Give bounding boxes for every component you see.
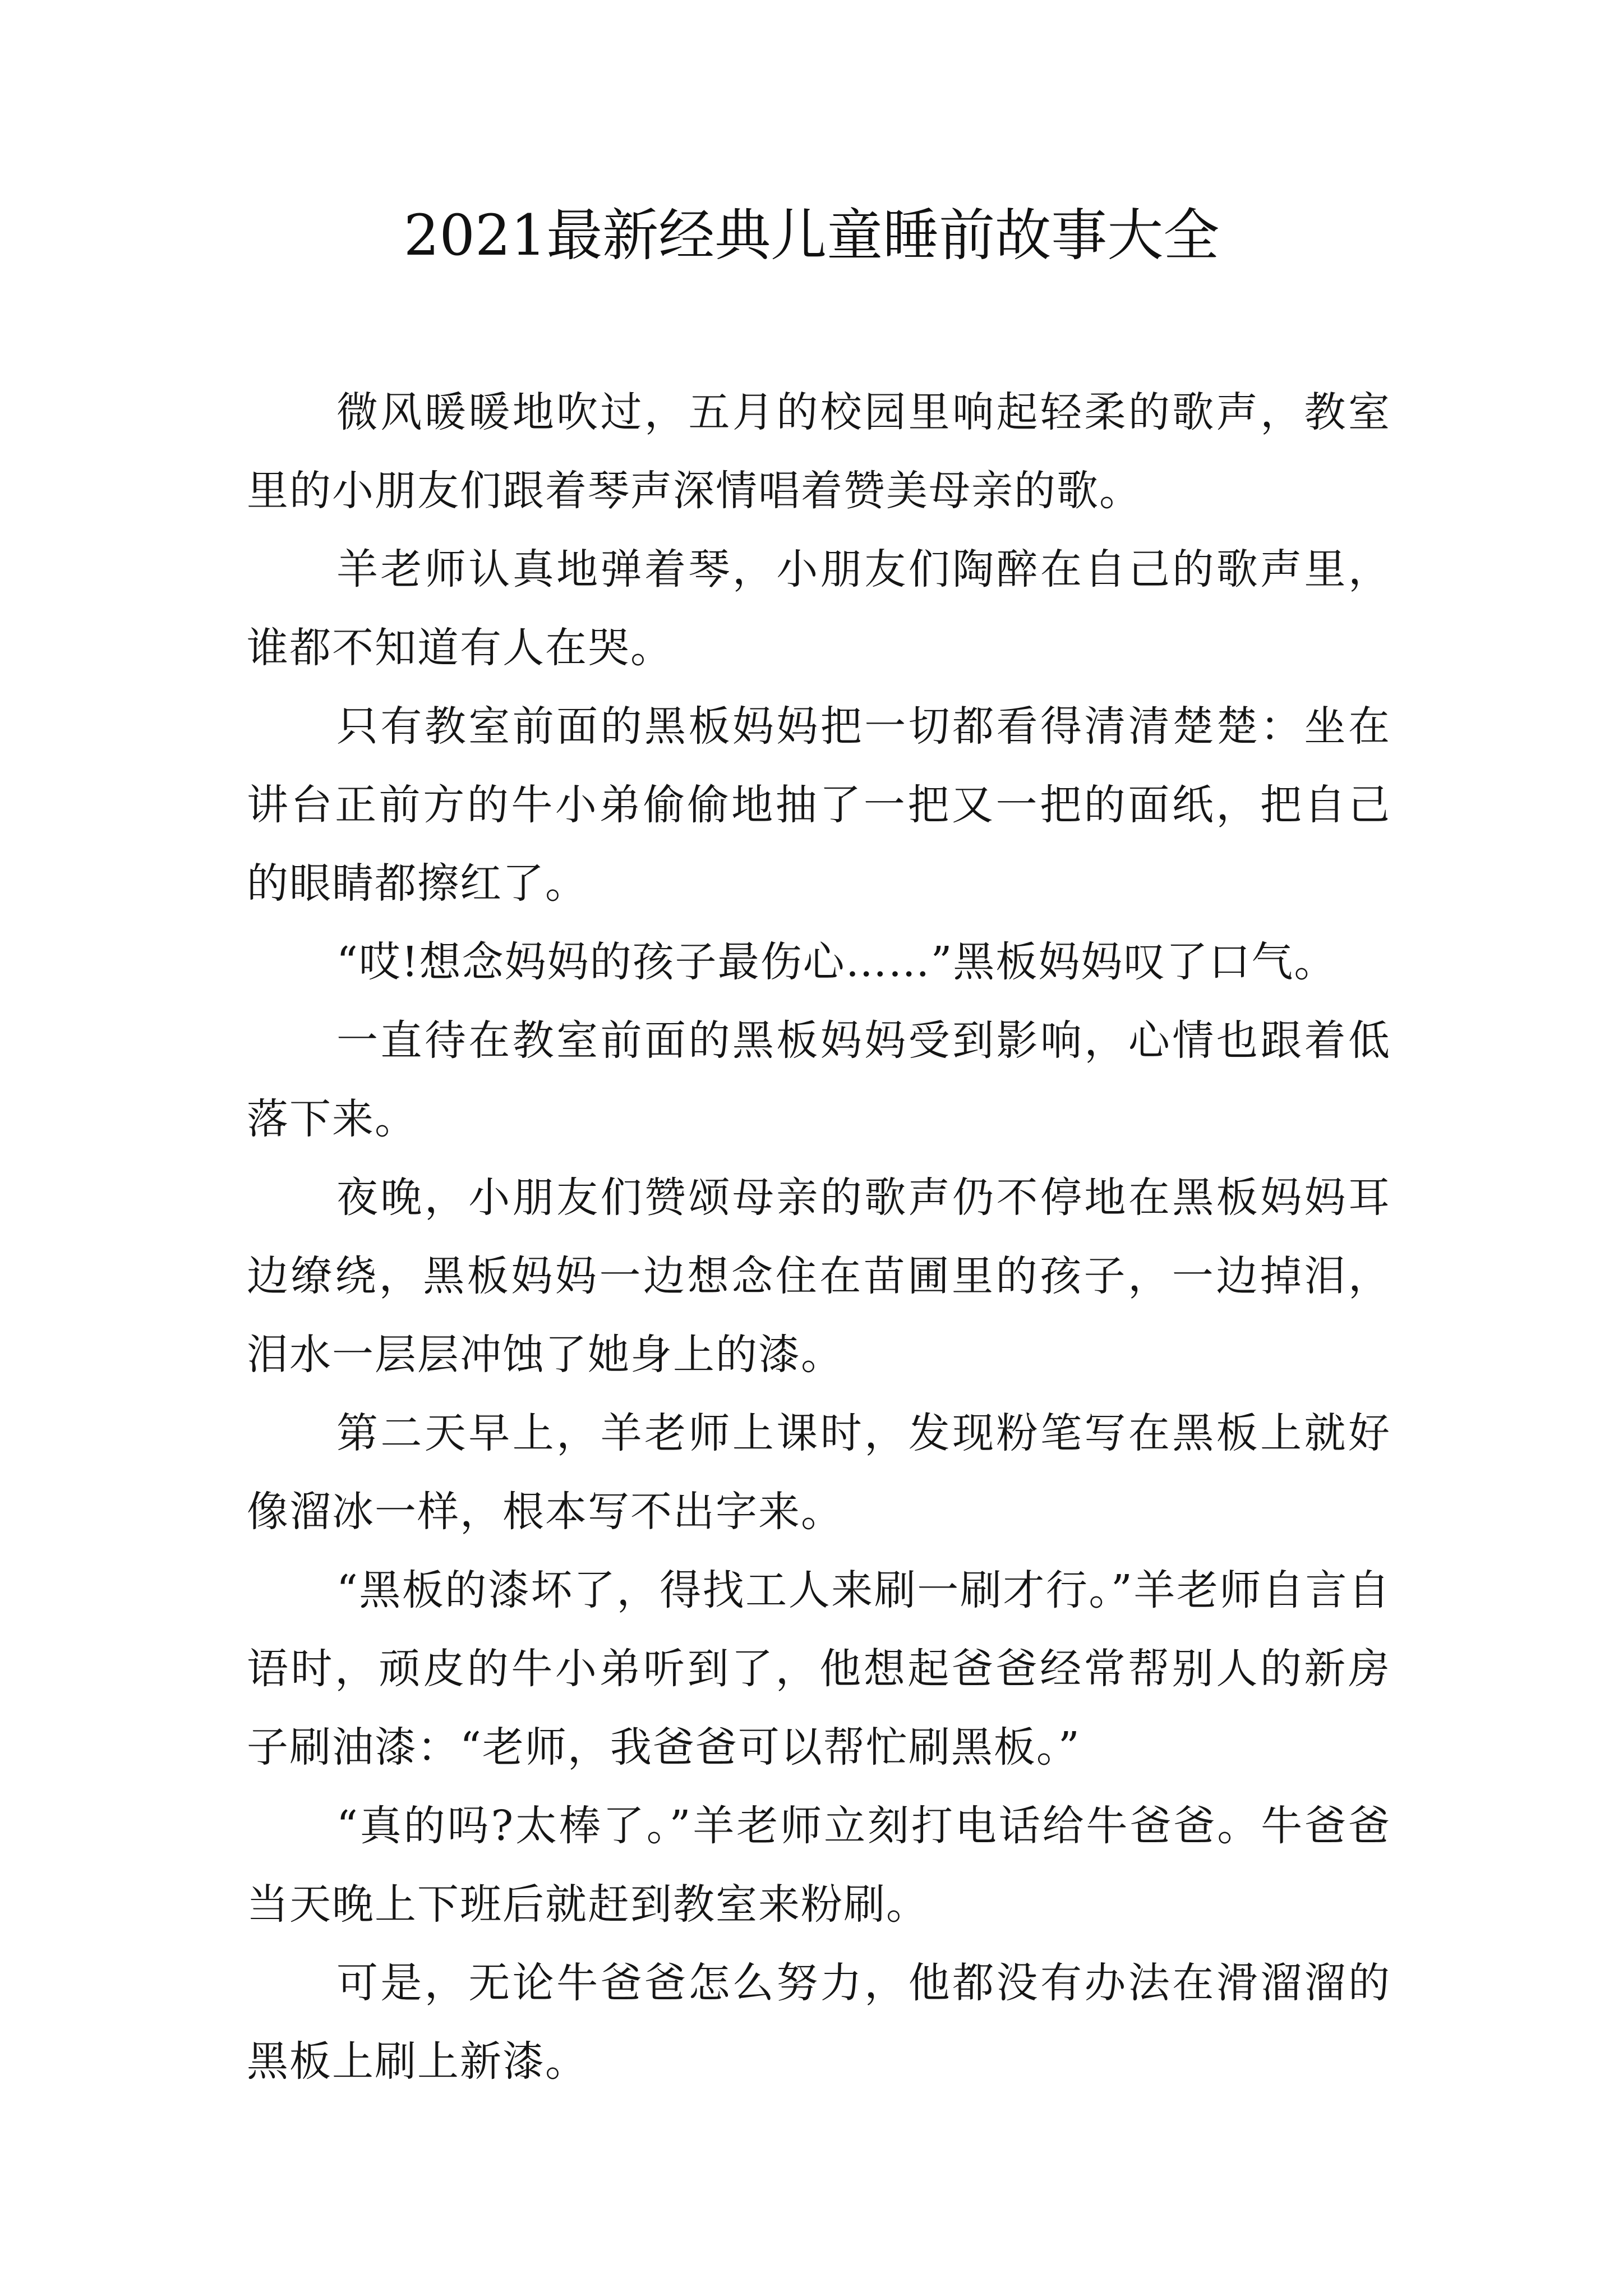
paragraph-10: 可是，无论牛爸爸怎么努力，他都没有办法在滑溜溜的黑板上刷上新漆。 bbox=[247, 1959, 1391, 2086]
paragraph-1: 微风暖暖地吹过，五月的校园里响起轻柔的歌声，教室里的小朋友们跟着琴声深情唱着赞美母亲的歌。 bbox=[247, 388, 1391, 515]
paragraph-2: 羊老师认真地弹着琴，小朋友们陶醉在自己的歌声里，谁都不知道有人在哭。 bbox=[247, 545, 1391, 672]
paragraph-4: “哎!想念妈妈的孩子最伤心……”黑板妈妈叹了口气。 bbox=[336, 938, 1337, 986]
paragraph-7: 第二天早上，羊老师上课时，发现粉笔写在黑板上就好像溜冰一样，根本写不出字来。 bbox=[247, 1409, 1391, 1536]
paragraph-5: 一直待在教室前面的黑板妈妈受到影响，心情也跟着低落下来。 bbox=[247, 1016, 1391, 1143]
paragraph-9: “真的吗?太棒了。”羊老师立刻打电话给牛爸爸。牛爸爸当天晚上下班后就赶到教室来粉刷。 bbox=[247, 1802, 1391, 1929]
paragraph-3: 只有教室前面的黑板妈妈把一切都看得清清楚楚：坐在讲台正前方的牛小弟偷偷地抽了一把又一把的面纸，把自己的眼睛都擦红了。 bbox=[247, 702, 1391, 908]
document-title: 2021最新经典儿童睡前故事大全 bbox=[403, 203, 1220, 268]
document-body bbox=[247, 373, 1391, 2101]
paragraph-8: “黑板的漆坏了，得找工人来刷一刷才行。”羊老师自言自语时，顽皮的牛小弟听到了，他想起爸爸经常帮别人的新房子刷油漆：“老师，我爸爸可以帮忙刷黑板。” bbox=[247, 1566, 1391, 1772]
paragraph-6: 夜晚，小朋友们赞颂母亲的歌声仍不停地在黑板妈妈耳边缭绕，黑板妈妈一边想念住在苗圃里的孩子，一边掉泪，泪水一层层冲蚀了她身上的漆。 bbox=[247, 1174, 1391, 1379]
